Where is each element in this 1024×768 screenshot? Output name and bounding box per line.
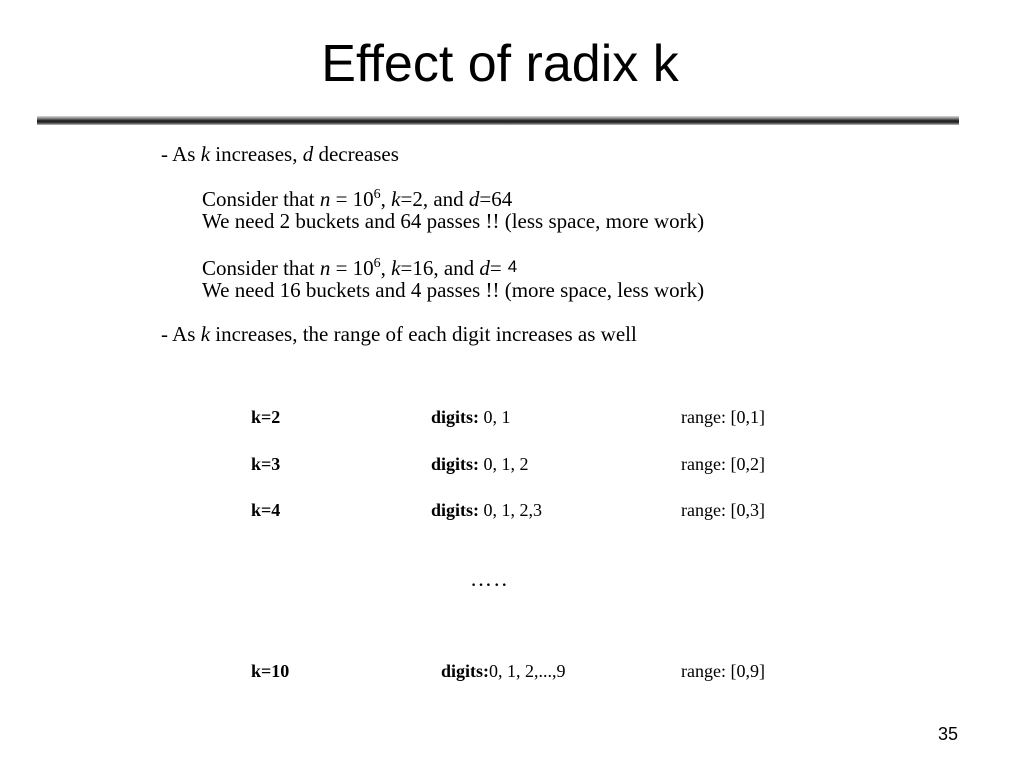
ex1-n: n — [319, 187, 331, 211]
table-row-digits: digits:0, 1, 2,...,9 — [441, 661, 566, 681]
ex2-exp: 6 — [373, 256, 381, 271]
ex1-kpre: , — [380, 187, 392, 211]
ex2-kval: =16, and — [400, 256, 480, 280]
ex1-eq: = 10 — [330, 187, 374, 211]
page-number: 35 — [938, 724, 959, 744]
ex2-eq: = 10 — [330, 256, 374, 280]
ex1-d: d — [468, 187, 480, 211]
table-row-digits: digits: 0, 1 — [431, 407, 511, 427]
ex1-exp: 6 — [373, 187, 381, 202]
bullet-k-increases-d-decreases — [161, 142, 399, 166]
table-row-range: range: [0,9] — [681, 661, 765, 681]
slide-title: Effect of radix k — [321, 35, 679, 93]
title-divider — [37, 116, 959, 125]
bullet1-d: d — [302, 142, 314, 166]
table-row-k-label: k=3 — [251, 454, 281, 474]
table-row-k-label: k=10 — [251, 661, 290, 681]
ex1-dval: =64 — [479, 187, 513, 211]
ex2-k: k — [391, 256, 401, 280]
bullet1-k: k — [200, 142, 211, 166]
bullet2-k: k — [200, 322, 211, 346]
ex2-n: n — [319, 256, 331, 280]
table-ellipsis: ….. — [470, 566, 509, 591]
ex2-d-value: 4 — [507, 257, 518, 276]
ex2-kpre: , — [380, 256, 392, 280]
ex1-k: k — [391, 187, 401, 211]
table-row-digits: digits: 0, 1, 2,3 — [431, 500, 543, 520]
ex2-d: d — [479, 256, 490, 280]
example2-buckets: We need 16 buckets and 4 passes !! (more space, less work) — [202, 278, 705, 302]
table-row-digits: digits: 0, 1, 2 — [431, 454, 529, 474]
bullet-range-increases — [161, 322, 637, 346]
bullet2-suffix: increases, the range of each digit increases as well — [210, 322, 637, 346]
bullet1-suffix: decreases — [313, 142, 399, 166]
table-row-range: range: [0,1] — [681, 407, 765, 427]
ex1-kval: =2, and — [400, 187, 469, 211]
table-row-k-label: k=4 — [251, 500, 281, 520]
bullet2-prefix: - As — [161, 322, 201, 346]
bullet1-mid: increases, — [210, 142, 303, 166]
ex2-text: Consider that — [202, 256, 320, 280]
ex2-dval: = — [489, 256, 502, 280]
table-row-range: range: [0,3] — [681, 500, 765, 520]
bullet1-prefix: - As — [161, 142, 201, 166]
example1-buckets: We need 2 buckets and 64 passes !! (less space, more work) — [202, 209, 705, 233]
table-row-range: range: [0,2] — [681, 454, 765, 474]
table-row-k-label: k=2 — [251, 407, 281, 427]
ex1-text: Consider that — [202, 187, 320, 211]
